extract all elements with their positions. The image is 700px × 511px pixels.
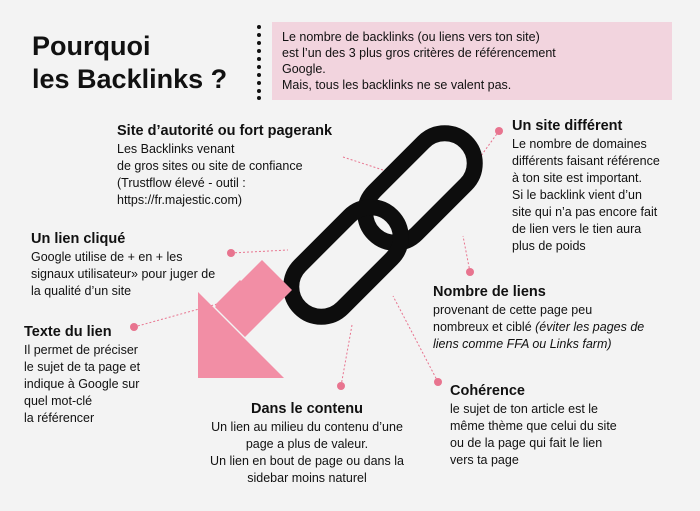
factor-line: de gros sites ou site de confiance <box>117 159 303 173</box>
factor-line: Il permet de préciser <box>24 343 138 357</box>
factor-line: https://fr.majestic.com) <box>117 193 243 207</box>
connector-clique <box>231 250 288 253</box>
factor-line: à ton site est important. <box>512 171 642 185</box>
factor-heading: Un site différent <box>512 118 623 134</box>
factor-line: le sujet de ta page et <box>24 360 141 374</box>
factor-line-italic: liens comme FFA ou Links farm) <box>433 337 612 351</box>
factor-line: provenant de cette page peu <box>433 303 593 317</box>
factor-line: Un lien en bout de page ou dans la <box>210 454 404 468</box>
intro-line: Le nombre de backlinks (ou liens vers ton site) <box>282 30 540 44</box>
connector-contenu <box>341 325 352 386</box>
factor-line: Un lien au milieu du contenu d’une <box>211 420 403 434</box>
factor-heading: Un lien cliqué <box>31 231 126 247</box>
factor-coherence <box>450 382 617 469</box>
factor-line: signaux utilisateur» pour juger de <box>31 267 216 281</box>
factor-heading: Site d’autorité ou fort pagerank <box>117 123 333 139</box>
factor-line: le sujet de ton article est le <box>450 402 598 416</box>
intro-line: Mais, tous les backlinks ne se valent pas. <box>282 78 512 92</box>
title-line-2: les Backlinks ? <box>32 64 228 94</box>
connector-nombre <box>463 236 470 272</box>
dot-clique <box>227 249 235 257</box>
factor-line: même thème que celui du site <box>450 419 617 433</box>
factor-heading: Texte du lien <box>24 324 112 340</box>
factor-heading: Nombre de liens <box>433 284 546 300</box>
factor-line: la qualité d’un site <box>31 284 132 298</box>
intro-line: est l’un des 3 plus gros critères de référencement <box>282 46 556 60</box>
factor-contenu <box>174 400 440 487</box>
factor-line: de lien vers le tien aura <box>512 222 642 236</box>
factor-text-italic: (éviter les pages de <box>535 320 645 334</box>
dot-coherence <box>434 378 442 386</box>
dot-contenu <box>337 382 345 390</box>
connector-coherence <box>393 296 438 382</box>
factor-line: quel mot-clé <box>24 394 93 408</box>
factor-line: vers ta page <box>450 453 519 467</box>
factor-nombre <box>433 283 644 353</box>
factor-clique <box>31 230 215 300</box>
factor-autorite <box>117 122 332 209</box>
dot-different <box>495 127 503 135</box>
factor-heading: Cohérence <box>450 383 525 399</box>
factor-line: différents faisant référence <box>512 154 660 168</box>
connector-autorite <box>343 157 383 170</box>
factor-heading: Dans le contenu <box>251 401 363 417</box>
factor-line: sidebar moins naturel <box>247 471 367 485</box>
dot-nombre <box>466 268 474 276</box>
factor-line: Le nombre de domaines <box>512 137 647 151</box>
factor-text: nombreux et ciblé <box>433 320 536 334</box>
factor-line: site qui n’a pas encore fait <box>512 205 658 219</box>
title-line-1: Pourquoi <box>32 31 151 61</box>
factor-different <box>512 117 660 255</box>
factor-line: Les Backlinks venant <box>117 142 235 156</box>
factor-line: la référencer <box>24 411 95 425</box>
factor-line: (Trustflow élevé - outil : <box>117 176 246 190</box>
factor-line: plus de poids <box>512 239 586 253</box>
factor-line: Google utilise de + en + les <box>31 250 183 264</box>
factor-line: Si le backlink vient d’un <box>512 188 642 202</box>
factor-line: ou de la page qui fait le lien <box>450 436 603 450</box>
intro-line: Google. <box>282 62 326 76</box>
factor-line: page a plus de valeur. <box>245 437 369 451</box>
factor-texte <box>24 323 140 427</box>
factor-line <box>433 319 644 336</box>
factor-line: indique à Google sur <box>24 377 140 391</box>
